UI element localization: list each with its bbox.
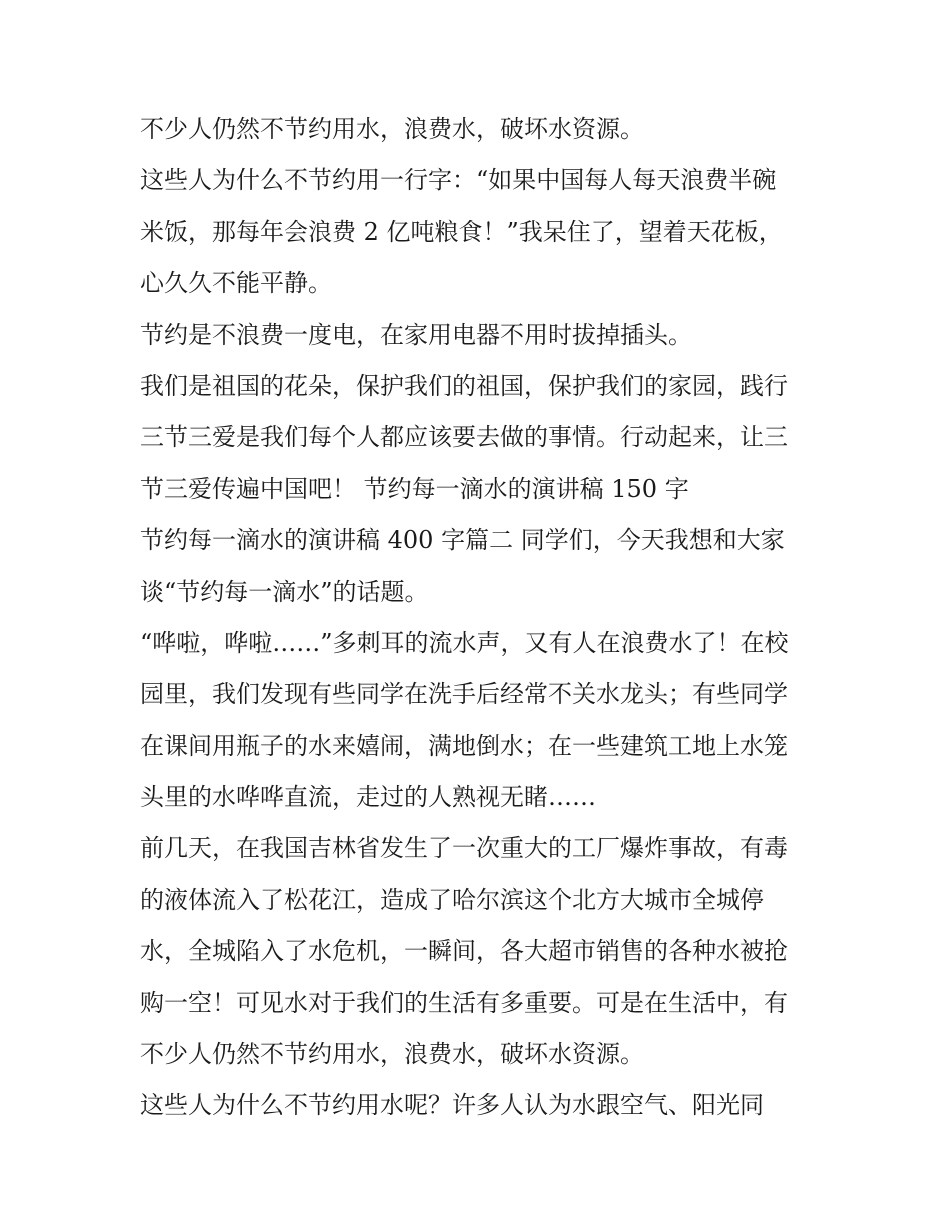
text-line: 节约每一滴水的演讲稿 400 字篇二 同学们，今天我想和大家 [140, 526, 785, 555]
text-line: 节约是不浪费一度电，在家用电器不用时拔掉插头。 [140, 320, 692, 349]
text-line: 这些人为什么不节约用水呢？许多人认为水跟空气、阳光同 [140, 1091, 764, 1120]
text-line: 在课间用瓶子的水来嬉闹，满地倒水；在一些建筑工地上水笼 [140, 731, 788, 760]
text-line: 不少人仍然不节约用水，浪费水，破坏水资源。 [140, 115, 644, 143]
text-line: 这些人为什么不节约用一行字：“如果中国每人每天浪费半碗 [140, 166, 777, 195]
text-line: 三节三爱是我们每个人都应该要去做的事情。行动起来，让三 [140, 423, 788, 452]
text-line: 心久久不能平静。 [140, 269, 332, 298]
text-line: 购一空！可见水对于我们的生活有多重要。可是在生活中，有 [140, 988, 788, 1017]
text-line: “哗啦，哗啦……”多刺耳的流水声，又有人在浪费水了！在校 [140, 628, 789, 657]
text-line: 谈“节约每一滴水”的话题。 [140, 577, 429, 606]
text-line: 前几天，在我国吉林省发生了一次重大的工厂爆炸事故，有毒 [140, 834, 788, 863]
text-line: 水，全城陷入了水危机，一瞬间，各大超市销售的各种水被抢 [140, 937, 788, 966]
text-line: 头里的水哗哗直流，走过的人熟视无睹…… [140, 783, 596, 812]
text-line: 节三爱传遍中国吧！ 节约每一滴水的演讲稿 150 字 [140, 474, 689, 503]
text-line: 我们是祖国的花朵，保护我们的祖国，保护我们的家园，践行 [140, 371, 788, 400]
text-line: 米饭，那每年会浪费 2 亿吨粮食！”我呆住了，望着天花板， [140, 217, 783, 246]
text-line: 不少人仍然不节约用水，浪费水，破坏水资源。 [140, 1040, 644, 1069]
document-body [140, 104, 820, 1132]
text-line: 园里，我们发现有些同学在洗手后经常不关水龙头；有些同学 [140, 680, 788, 709]
text-line: 的液体流入了松花江，造成了哈尔滨这个北方大城市全城停 [140, 885, 764, 914]
